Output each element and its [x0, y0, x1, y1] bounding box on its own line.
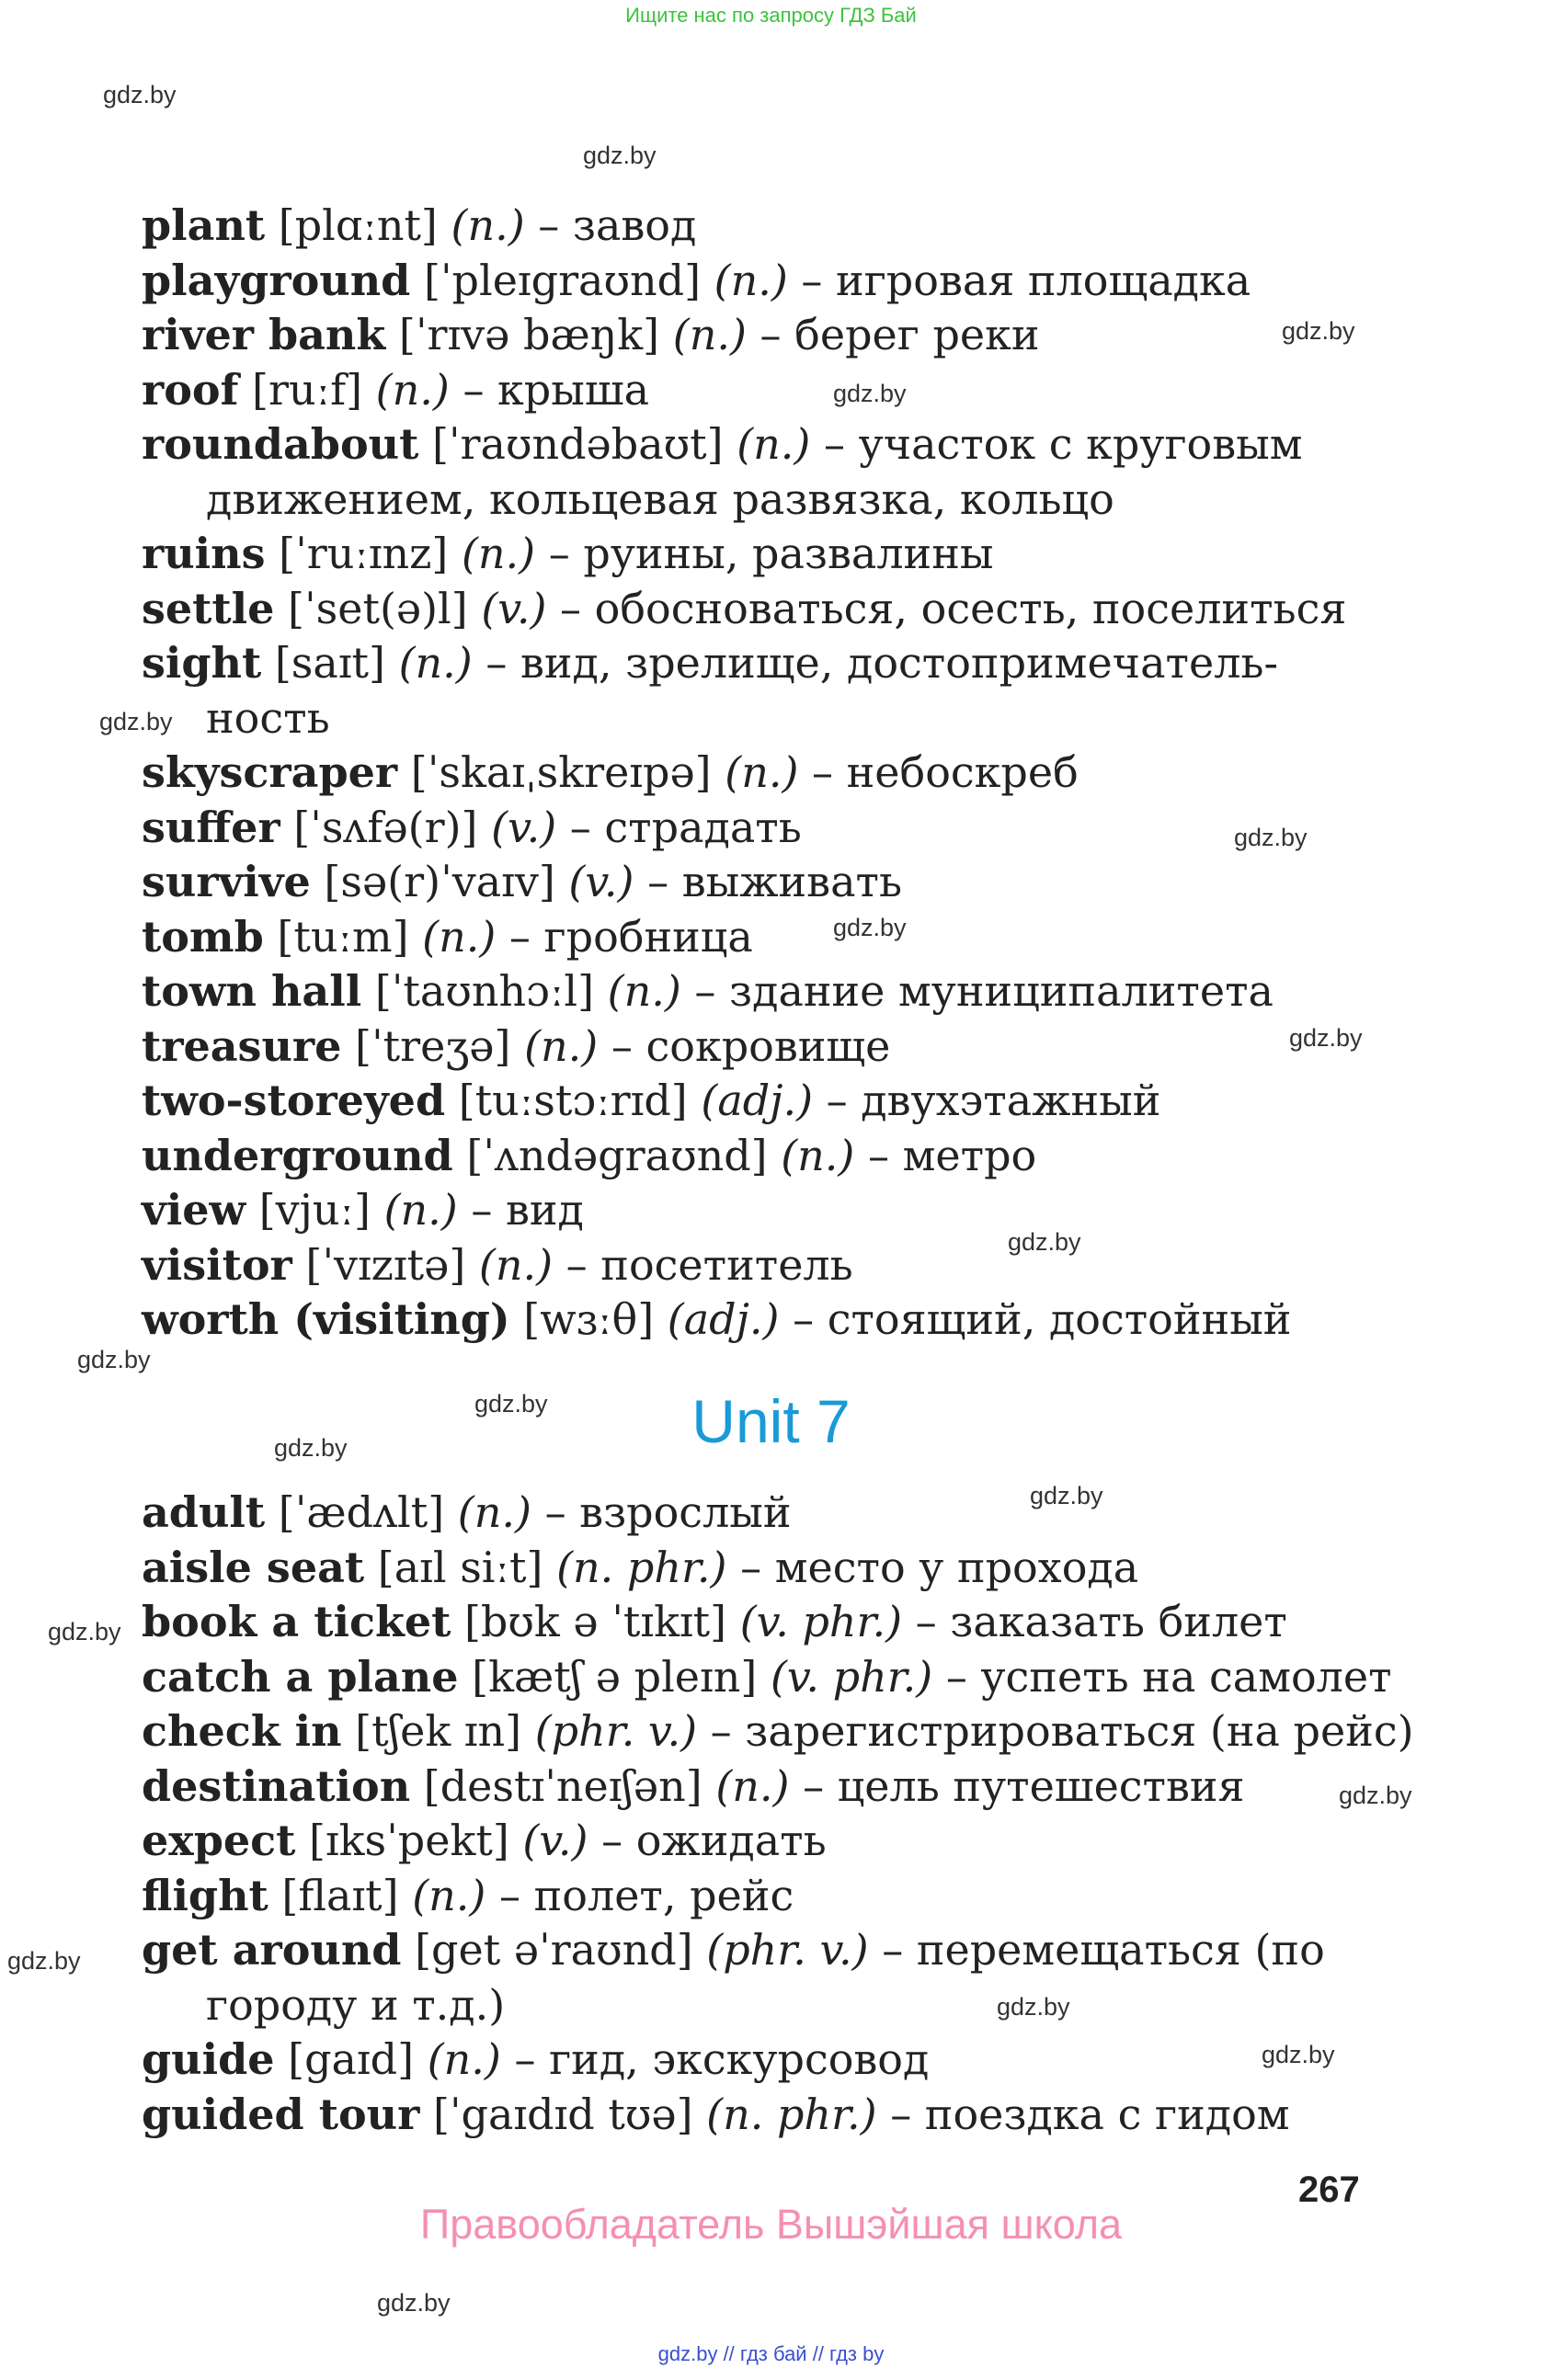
entry-transcription: [aɪl siːt] — [377, 1542, 543, 1592]
vocabulary-entry — [142, 746, 1392, 801]
watermark: gdz.by — [103, 81, 177, 108]
entry-part-of-speech: (n.) — [725, 747, 799, 797]
entry-word: flight — [142, 1870, 268, 1920]
vocabulary-entry — [142, 199, 1392, 254]
entry-transcription: [vjuː] — [258, 1185, 371, 1235]
vocabulary-entry — [142, 417, 1392, 527]
entry-transcription: [ˈgaɪdɪd tʊə] — [432, 2089, 693, 2139]
entry-transcription: [get əˈraʊnd] — [415, 1925, 693, 1975]
entry-transcription: [ˈpleɪgraʊnd] — [423, 255, 702, 305]
entry-transcription: [gaɪd] — [288, 2034, 415, 2084]
entry-word: two-storeyed — [142, 1076, 446, 1125]
vocabulary-entry — [142, 582, 1392, 637]
entry-word: get around — [142, 1925, 402, 1975]
entry-part-of-speech: (n.) — [781, 1130, 855, 1180]
entry-translation: – поездка с гидом — [890, 2089, 1290, 2139]
entry-transcription: [kætʃ ə pleɪn] — [472, 1651, 758, 1702]
watermark: gdz.by — [1262, 2041, 1335, 2068]
vocabulary-entry — [142, 1541, 1392, 1596]
entry-transcription: [ˈsʌfə(r)] — [293, 802, 478, 852]
entry-transcription: [ruːf] — [252, 364, 363, 415]
entry-part-of-speech: (phr. v.) — [534, 1706, 698, 1756]
entry-part-of-speech: (n. phr.) — [556, 1542, 727, 1592]
entry-word: plant — [142, 200, 266, 250]
watermark: gdz.by — [99, 708, 173, 735]
watermark: gdz.by — [1282, 317, 1355, 345]
entry-part-of-speech: (n.) — [715, 1760, 790, 1811]
watermark: gdz.by — [7, 1947, 81, 1975]
vocabulary-entry — [142, 1292, 1392, 1348]
entry-word: guided tour — [142, 2089, 420, 2139]
vocabulary-entry — [142, 2088, 1392, 2143]
entry-translation: – перемещаться (по — [882, 1925, 1325, 1975]
entry-part-of-speech: (v. phr.) — [739, 1597, 903, 1646]
watermark: gdz.by — [997, 1993, 1070, 2021]
entry-translation: – зарегистрироваться (на рейс) — [710, 1706, 1414, 1756]
entry-translation: – участок с круговым — [824, 419, 1303, 469]
entry-translation: – выживать — [647, 857, 902, 906]
entry-transcription: [tʃek ɪn] — [355, 1706, 522, 1756]
vocabulary-entry — [142, 527, 1392, 582]
entry-word: view — [142, 1185, 246, 1235]
entry-word: catch a plane — [142, 1651, 459, 1702]
watermark: gdz.by — [1339, 1782, 1412, 1809]
entry-translation: – взрослый — [544, 1487, 792, 1537]
entry-translation: – место у прохода — [740, 1542, 1139, 1592]
entry-transcription: [tuːm] — [277, 911, 409, 962]
entry-transcription: [destɪˈneɪʃən] — [423, 1760, 702, 1811]
entry-part-of-speech: (n.) — [451, 200, 525, 250]
entry-word: suffer — [142, 802, 280, 852]
watermark: gdz.by — [833, 380, 907, 407]
entry-word: visitor — [142, 1239, 292, 1290]
entry-part-of-speech: (n.) — [737, 419, 811, 469]
vocabulary-list — [142, 199, 1392, 1348]
entry-word: roof — [142, 364, 239, 415]
entry-translation: – игровая площадка — [801, 255, 1251, 305]
vocabulary-entry — [142, 1238, 1392, 1293]
entry-word: treasure — [142, 1020, 342, 1071]
vocabulary-entry — [142, 1183, 1392, 1238]
entry-word: adult — [142, 1487, 266, 1537]
vocabulary-entry — [142, 308, 1392, 363]
entry-translation: – здание муниципалитета — [694, 966, 1274, 1016]
entry-word: river bank — [142, 310, 386, 359]
unit-heading: Unit 7 — [691, 1387, 851, 1455]
vocabulary-entry — [142, 801, 1392, 856]
watermark: gdz.by — [583, 142, 657, 169]
vocabulary-entry — [142, 1869, 1392, 1924]
vocabulary-entry — [142, 1814, 1392, 1869]
vocabulary-entry — [142, 964, 1392, 1019]
page-number: 267 — [1298, 2169, 1360, 2210]
vocabulary-entry — [142, 363, 1392, 418]
entry-part-of-speech: (adj.) — [667, 1294, 780, 1344]
footer-links[interactable]: gdz.by // гдз бай // гдз by — [657, 2342, 885, 2365]
vocabulary-entry — [142, 855, 1392, 910]
entry-transcription: [plɑːnt] — [278, 200, 438, 250]
watermark: gdz.by — [1234, 824, 1308, 851]
vocabulary-entry — [142, 1595, 1392, 1650]
entry-transcription: [ˈrɪvə bæŋk] — [398, 310, 660, 359]
entry-translation: – гид, экскурсовод — [514, 2034, 930, 2084]
entry-translation: – ожидать — [601, 1816, 827, 1865]
entry-translation: – полет, рейс — [499, 1870, 794, 1920]
entry-translation: – вид, зрелище, достопримечатель- — [485, 638, 1278, 688]
vocabulary-entry — [142, 910, 1392, 965]
entry-part-of-speech: (n.) — [461, 529, 536, 578]
entry-word: ruins — [142, 529, 266, 578]
entry-transcription: [ˈvɪzɪtə] — [305, 1239, 466, 1290]
entry-transcription: [tuːstɔːrɪd] — [458, 1076, 688, 1125]
vocabulary-entry — [142, 1704, 1414, 1759]
entry-part-of-speech: (phr. v.) — [706, 1925, 869, 1975]
entry-transcription: [wɜːθ] — [523, 1294, 655, 1344]
entry-translation: – страдать — [569, 802, 802, 852]
entry-translation: – берег реки — [760, 310, 1040, 359]
watermark: gdz.by — [377, 2289, 451, 2317]
entry-part-of-speech: (n.) — [478, 1239, 554, 1290]
entry-transcription: [ˈskaɪˌskreɪpə] — [410, 747, 712, 797]
vocabulary-entry — [142, 1650, 1392, 1705]
entry-word: expect — [142, 1816, 296, 1865]
entry-translation: – гробница — [508, 911, 753, 962]
entry-word: town hall — [142, 966, 362, 1016]
entry-translation: – руины, развалины — [548, 529, 994, 578]
entry-part-of-speech: (n.) — [398, 638, 473, 688]
entry-word: skyscraper — [142, 747, 398, 797]
entry-part-of-speech: (n.) — [427, 2034, 501, 2084]
watermark: gdz.by — [1008, 1228, 1081, 1256]
entry-translation-continued: ность — [206, 692, 330, 743]
entry-transcription: [sə(r)ˈvaɪv] — [324, 857, 555, 906]
entry-part-of-speech: (v.) — [568, 857, 634, 906]
entry-word: tomb — [142, 911, 264, 962]
vocabulary-entry — [142, 1486, 1392, 1541]
vocabulary-entry — [142, 1923, 1392, 2033]
entry-transcription: [bʊk ə ˈtɪkɪt] — [463, 1597, 727, 1646]
vocabulary-list-unit-7 — [142, 1486, 1414, 2142]
entry-transcription: [flaɪt] — [281, 1870, 399, 1920]
entry-translation: – вид — [471, 1185, 584, 1235]
entry-part-of-speech: (n.) — [714, 255, 788, 305]
entry-word: worth (visiting) — [142, 1294, 510, 1344]
entry-part-of-speech: (v.) — [481, 583, 547, 633]
entry-part-of-speech: (n. phr.) — [706, 2089, 877, 2139]
entry-transcription: [ˈædʌlt] — [278, 1487, 445, 1537]
watermark: gdz.by — [474, 1390, 548, 1418]
entry-word: settle — [142, 583, 275, 633]
entry-part-of-speech: (v.) — [491, 802, 557, 852]
entry-part-of-speech: (n.) — [422, 911, 497, 962]
vocabulary-entry — [142, 1019, 1392, 1075]
entry-translation: – посетитель — [565, 1239, 853, 1290]
entry-transcription: [saɪt] — [274, 638, 385, 688]
entry-word: guide — [142, 2034, 275, 2084]
watermark: gdz.by — [1289, 1024, 1363, 1052]
vocabulary-entry — [142, 1129, 1392, 1184]
entry-word: book a ticket — [142, 1597, 451, 1646]
entry-word: playground — [142, 255, 411, 305]
entry-translation: – завод — [538, 200, 697, 250]
entry-word: sight — [142, 638, 262, 688]
vocabulary-entry — [142, 1759, 1392, 1815]
entry-transcription: [ˈtreʒə] — [355, 1020, 511, 1071]
entry-translation-continued: движением, кольцевая развязка, кольцо — [206, 473, 1114, 524]
vocabulary-entry — [142, 254, 1392, 309]
entry-translation: – метро — [868, 1130, 1037, 1180]
vocabulary-entry — [142, 636, 1392, 746]
entry-translation: – заказать билет — [915, 1597, 1287, 1646]
vocabulary-entry — [142, 2033, 1392, 2088]
vocabulary-entry — [142, 1074, 1392, 1129]
entry-part-of-speech: (v.) — [522, 1816, 588, 1865]
entry-translation: – цель путешествия — [803, 1760, 1245, 1811]
entry-part-of-speech: (n.) — [457, 1487, 531, 1537]
copyright-notice: Правообладатель Вышэйшая школа — [419, 2201, 1123, 2248]
entry-translation: – обосноваться, осесть, поселиться — [560, 583, 1347, 633]
watermark: gdz.by — [1030, 1482, 1103, 1509]
entry-transcription: [ˈruːɪnz] — [279, 529, 449, 578]
entry-translation: – крыша — [463, 364, 650, 415]
entry-transcription: [ˈset(ə)l] — [288, 583, 468, 633]
entry-translation-continued: городу и т.д.) — [206, 1979, 506, 2030]
entry-word: check in — [142, 1706, 342, 1756]
entry-part-of-speech: (n.) — [383, 1185, 458, 1235]
entry-part-of-speech: (adj.) — [701, 1076, 814, 1125]
entry-transcription: [ˈtaʊnhɔːl] — [374, 966, 595, 1016]
watermark: gdz.by — [77, 1346, 151, 1373]
watermark: gdz.by — [274, 1434, 348, 1462]
entry-translation: – двухэтажный — [826, 1076, 1161, 1125]
entry-transcription: [ɪksˈpekt] — [309, 1816, 509, 1865]
entry-translation: – сокровище — [611, 1020, 891, 1071]
entry-word: underground — [142, 1130, 453, 1180]
entry-part-of-speech: (n.) — [672, 310, 747, 359]
watermark: gdz.by — [48, 1618, 121, 1646]
entry-translation: – небоскреб — [812, 747, 1079, 797]
top-banner[interactable]: Ищите нас по запросу ГДЗ Бай — [625, 4, 917, 27]
entry-part-of-speech: (n.) — [375, 364, 450, 415]
entry-transcription: [ˈʌndəgraʊnd] — [466, 1130, 768, 1180]
entry-word: roundabout — [142, 419, 419, 469]
entry-part-of-speech: (n.) — [412, 1870, 486, 1920]
entry-word: survive — [142, 857, 311, 906]
entry-transcription: [ˈraʊndəbaʊt] — [431, 419, 724, 469]
entry-part-of-speech: (n.) — [524, 1020, 599, 1071]
entry-part-of-speech: (v. phr.) — [770, 1651, 933, 1702]
entry-translation: – успеть на самолет — [945, 1651, 1392, 1702]
entry-part-of-speech: (n.) — [607, 966, 681, 1016]
entry-translation: – стоящий, достойный — [793, 1294, 1292, 1344]
watermark: gdz.by — [833, 914, 907, 941]
entry-word: aisle seat — [142, 1542, 365, 1592]
entry-word: destination — [142, 1760, 411, 1811]
